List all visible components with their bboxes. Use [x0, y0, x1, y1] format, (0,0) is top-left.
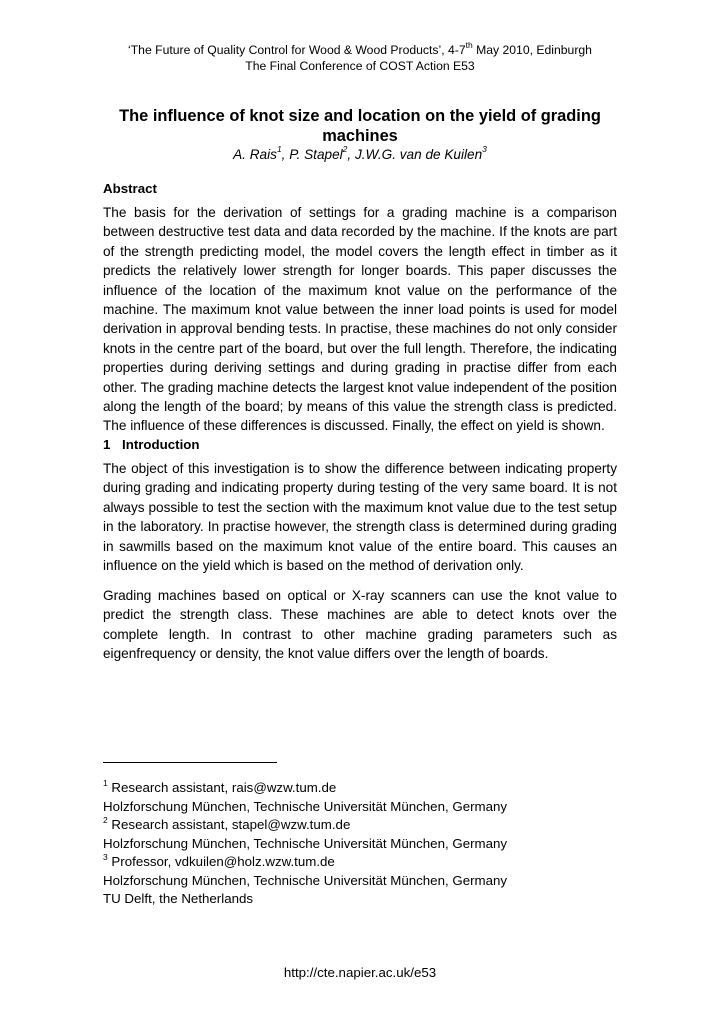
footnote-3: $^3$ Professor, vdkuilen@holz.wzw.tum.de: [103, 851, 335, 869]
paragraph: The object of this investigation is to show the difference between indicating property during grading and indicating property during testing of the very same board. It is not always possible to test the section with the maximum knot value due to the test setup in the laboratory. In practise however, the strength class is determined during grading in sawmills based on the maximum knot value of the entire board. This causes an influence on the yield which is based on the method of derivation only.: [103, 461, 617, 574]
section-heading: [103, 437, 200, 452]
abstract-heading: Abstract: [103, 181, 157, 196]
footnote-affiliation: Holzforschung München, Technische Universität München, Germany: [103, 798, 508, 814]
author-list: [0, 146, 720, 164]
section-number: 1: [103, 437, 111, 452]
paragraph: Grading machines based on optical or X-ray scanners can use the knot value to predict the strength class. These machines are able to detect knots over the complete length. In contrast to other machine grading parameters such as eigenfrequency or density, the knot value differs over the length of boards.: [103, 588, 617, 662]
author: J.W.G. van de Kuilen$^3$: [354, 144, 487, 162]
author: P. Stapel$^2$,: [289, 144, 355, 162]
conference-header-line2: The Final Conference of COST Action E53: [245, 59, 475, 73]
footer-url: http://cte.napier.ac.uk/e53: [283, 965, 437, 980]
section-title: Introduction: [122, 437, 200, 452]
author: A. Rais$^1$,: [233, 144, 290, 162]
footnote-affiliation: Holzforschung München, Technische Universität München, Germany: [103, 835, 508, 851]
abstract-text: The basis for the derivation of settings for a grading machine is a comparison between destructive test data and data recorded by the machine. If the knots are part of the strength predicting model, the model covers the length effect in timber as it predicts the relatively lower strength for longer boards. This paper discusses the influence of the location of the maximum knot value on the performance of the machine. The maximum knot value between the inner load points is used for model derivation in approval bending tests. In practise, these machines do not only consider knots in the centre part of the board, but over the full length. Therefore, the indicating properties during deriving settings and during grading in practise differ from each other. The grading machine detects the largest knot value independent of the position along the length of the board; by means of this value the strength class is predicted. The influence of these differences is discussed. Finally, the effect on yield is shown.: [103, 205, 617, 434]
paper-title: The influence of knot size and location on the yield of grading machines: [119, 107, 601, 145]
footnote-affiliation: Holzforschung München, Technische Universität München, Germany: [103, 872, 508, 888]
footnote-affiliation: TU Delft, the Netherlands: [103, 891, 254, 906]
footnote-1: $^1$ Research assistant, rais@wzw.tum.de: [103, 777, 337, 795]
footnotes: [103, 779, 617, 909]
footnote-separator: [103, 762, 277, 763]
footnote-2: $^2$ Research assistant, stapel@wzw.tum.de: [103, 814, 351, 832]
conference-header: [0, 39, 720, 74]
conference-header-line1: ‘The Future of Quality Control for Wood & Wood Products’, 4-7th May 2010, Edinburgh: [128, 39, 592, 57]
